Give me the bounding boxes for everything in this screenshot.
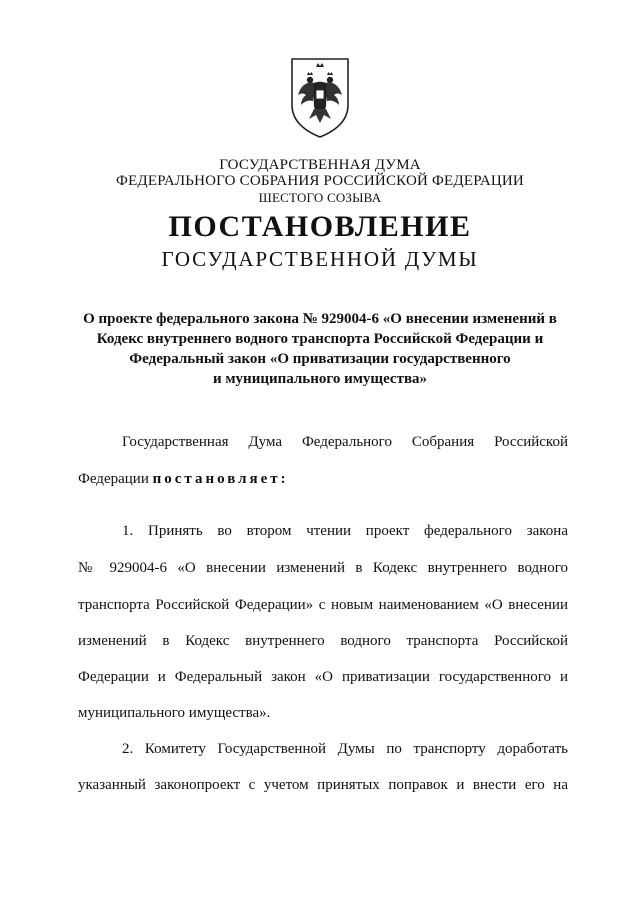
header-federal-assembly: ФЕДЕРАЛЬНОГО СОБРАНИЯ РОССИЙСКОЙ ФЕДЕРАЦИИ xyxy=(116,173,524,189)
document-subtitle: ГОСУДАРСТВЕННОЙ ДУМЫ xyxy=(161,247,479,271)
paragraph-2-line: 2. Комитету Государственной Думы по транспорту доработать xyxy=(122,741,568,757)
law-title-block xyxy=(60,309,580,389)
paragraph-1-line: муниципального имущества». xyxy=(78,705,271,721)
paragraph-1-line: изменений в Кодекс внутреннего водного транспорта Российской xyxy=(78,633,568,649)
paragraph-1-line: 1. Принять во втором чтении проект федерального закона xyxy=(122,523,568,539)
paragraph-1-line: Федерации и Федеральный закон «О приватизации государственного и xyxy=(78,669,568,685)
law-title-line: Федеральный закон «О приватизации государственного xyxy=(129,351,511,367)
law-title-line: О проекте федерального закона № 929004-6 «О внесении изменений в xyxy=(83,311,557,327)
intro-prefix: Федерации xyxy=(78,471,153,487)
intro-resolves: постановляет: xyxy=(152,471,289,487)
intro-line xyxy=(78,471,568,488)
law-title-line: и муниципального имущества» xyxy=(212,371,428,387)
coat-of-arms-emblem xyxy=(289,57,351,139)
law-title-line: Кодекс внутреннего водного транспорта Российской Федерации и xyxy=(96,331,544,347)
document-title: ПОСТАНОВЛЕНИЕ xyxy=(168,210,472,243)
header-convocation: ШЕСТОГО СОЗЫВА xyxy=(258,190,382,205)
paragraph-1-line: № 929004-6 «О внесении изменений в Кодекс внутреннего водного xyxy=(78,560,568,576)
paragraph-1-line: транспорта Российской Федерации» с новым наименованием «О внесении xyxy=(78,597,568,613)
header-duma: ГОСУДАРСТВЕННАЯ ДУМА xyxy=(219,157,421,173)
paragraph-2-line: указанный законопроект с учетом принятых поправок и внести его на xyxy=(78,777,568,793)
intro-line: Государственная Дума Федерального Собрания Российской xyxy=(122,434,568,450)
